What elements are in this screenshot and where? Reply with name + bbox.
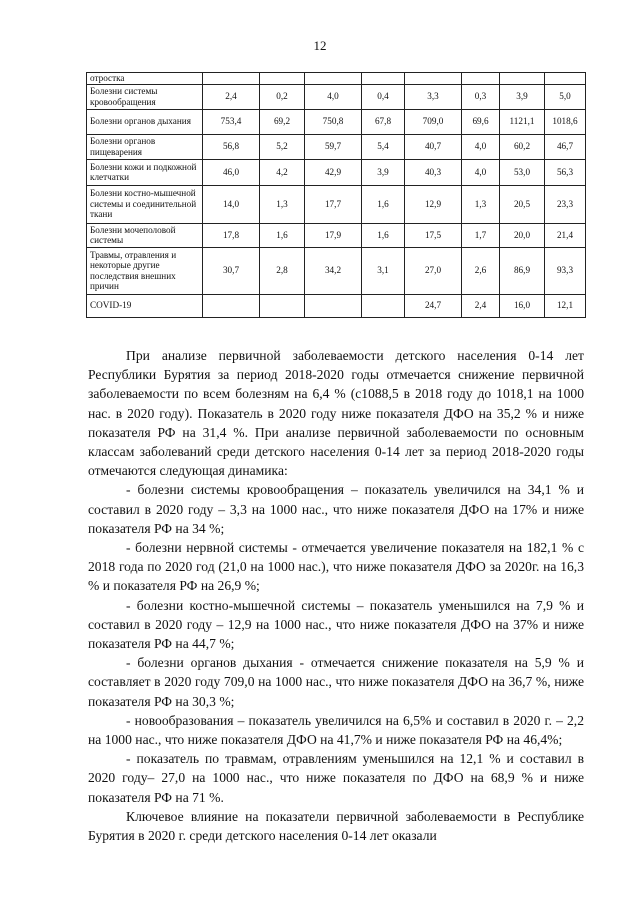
- table-cell: 27,0: [405, 247, 462, 294]
- table-cell: 750,8: [305, 109, 362, 134]
- table-cell: 60,2: [500, 134, 545, 159]
- table-body: [87, 73, 586, 318]
- table-cell: [305, 73, 362, 85]
- table-cell: 5,4: [362, 134, 405, 159]
- table-cell: [545, 73, 586, 85]
- paragraph: Ключевое влияние на показатели первичной заболеваемости в Республике Бурятия в 2020 г. среди детского населения 0-14 лет оказали: [88, 808, 584, 844]
- table-cell: 67,8: [362, 109, 405, 134]
- table-cell: 1,6: [260, 223, 305, 247]
- paragraph: При анализе первичной заболеваемости детского населения 0-14 лет Республики Бурятия за период 2018-2020 годы отмечается снижение первичной заболеваемости по всем болезням на 6,4 % (с1088,5 в 2018 году до 1018,1 на 1000 нас. в 2020 году). Показатель в 2020 году ниже показателя ДФО на 35,2 % и ниже показателя РФ на 31,4 %. При анализе первичной заболеваемости по основным классам заболеваний среди детского населения 0-14 лет за период 2018-2020 годы отмечаются следующая динамика:: [88, 348, 584, 479]
- table-cell: 17,7: [305, 185, 362, 223]
- table-cell: 30,7: [203, 247, 260, 294]
- table-cell: 2,8: [260, 247, 305, 294]
- table-cell: 14,0: [203, 185, 260, 223]
- table-cell: 1,3: [260, 185, 305, 223]
- table-cell: 42,9: [305, 159, 362, 185]
- table-cell: 12,1: [545, 294, 586, 317]
- table-cell: 0,4: [362, 84, 405, 109]
- table-cell: 56,3: [545, 159, 586, 185]
- table-cell: 16,0: [500, 294, 545, 317]
- table-cell: 0,3: [462, 84, 500, 109]
- table-cell: 46,0: [203, 159, 260, 185]
- table-cell: 4,0: [462, 134, 500, 159]
- table-row: [87, 294, 586, 317]
- row-label: Травмы, отравления и некоторые другие последствия внешних причин: [87, 247, 203, 294]
- table-cell: 3,3: [405, 84, 462, 109]
- page-number: 12: [313, 38, 327, 53]
- table-cell: 86,9: [500, 247, 545, 294]
- table-cell: 1,6: [362, 185, 405, 223]
- morbidity-table: [86, 72, 586, 318]
- table-cell: 1,7: [462, 223, 500, 247]
- table-cell: [462, 73, 500, 85]
- paragraph: - новообразования – показатель увеличился на 6,5% и составил в 2020 г. – 2,2 на 1000 нас., что ниже показателя ДФО на 41,7% и ниже показателя РФ на 46,4%;: [88, 712, 584, 748]
- table-cell: [500, 73, 545, 85]
- table-row: [87, 134, 586, 159]
- table-cell: 20,5: [500, 185, 545, 223]
- table-cell: 2,6: [462, 247, 500, 294]
- table-cell: [362, 73, 405, 85]
- table-cell: 753,4: [203, 109, 260, 134]
- table-cell: [203, 294, 260, 317]
- table-cell: 4,2: [260, 159, 305, 185]
- table-row: [87, 223, 586, 247]
- table-cell: 3,9: [362, 159, 405, 185]
- table-cell: [405, 73, 462, 85]
- paragraph: - показатель по травмам, отравлениям уменьшился на 12,1 % и составил в 2020 году– 27,0 на 1000 нас., что ниже показателя по ДФО на 68,9 % и ниже показателя РФ на 71 %.: [88, 751, 584, 805]
- table-cell: 2,4: [203, 84, 260, 109]
- table-cell: 69,2: [260, 109, 305, 134]
- table-cell: 1,6: [362, 223, 405, 247]
- table-row: [87, 247, 586, 294]
- table-cell: 12,9: [405, 185, 462, 223]
- table-cell: 0,2: [260, 84, 305, 109]
- row-label: Болезни органов пищеварения: [87, 134, 203, 159]
- table-cell: 21,4: [545, 223, 586, 247]
- table-row: [87, 84, 586, 109]
- table-cell: 46,7: [545, 134, 586, 159]
- table-cell: 5,2: [260, 134, 305, 159]
- table-cell: 17,9: [305, 223, 362, 247]
- table-cell: 17,8: [203, 223, 260, 247]
- row-label: Болезни мочеполовой системы: [87, 223, 203, 247]
- table-cell: 1121,1: [500, 109, 545, 134]
- table-cell: 1018,6: [545, 109, 586, 134]
- table-cell: 40,7: [405, 134, 462, 159]
- table-row: [87, 185, 586, 223]
- table-cell: 69,6: [462, 109, 500, 134]
- table-cell: 4,0: [462, 159, 500, 185]
- table-cell: 40,3: [405, 159, 462, 185]
- table-cell: [203, 73, 260, 85]
- table-cell: 24,7: [405, 294, 462, 317]
- table-cell: 59,7: [305, 134, 362, 159]
- table-cell: 56,8: [203, 134, 260, 159]
- row-label: Болезни системы кровообращения: [87, 84, 203, 109]
- table-cell: 53,0: [500, 159, 545, 185]
- table-cell: 3,1: [362, 247, 405, 294]
- table-cell: 709,0: [405, 109, 462, 134]
- paragraph: - болезни костно-мышечной системы – показатель уменьшился на 7,9 % и составил в 2020 году – 12,9 на 1000 нас., что ниже показателя ДФО на 37% и ниже показателя РФ на 44,7 %;: [88, 597, 584, 652]
- table-cell: 3,9: [500, 84, 545, 109]
- body-text: [88, 346, 584, 845]
- table-cell: 23,3: [545, 185, 586, 223]
- table-row: [87, 109, 586, 134]
- paragraph: - болезни органов дыхания - отмечается снижение показателя на 5,9 % и составляет в 2020 году 709,0 на 1000 нас., что ниже показателя ДФО на 36,7 %, ниже показателя РФ на 30,3 %;: [88, 655, 584, 709]
- table-cell: 2,4: [462, 294, 500, 317]
- table-cell: [260, 73, 305, 85]
- row-label: отростка: [87, 73, 203, 85]
- table-cell: 17,5: [405, 223, 462, 247]
- row-label: Болезни органов дыхания: [87, 109, 203, 134]
- table-cell: 4,0: [305, 84, 362, 109]
- table-cell: [260, 294, 305, 317]
- table-cell: 20,0: [500, 223, 545, 247]
- paragraph: - болезни системы кровообращения – показатель увеличился на 34,1 % и составил в 2020 году – 3,3 на 1000 нас., что ниже показателя ДФО на 17% и ниже показателя РФ на 34 %;: [88, 482, 584, 536]
- table-cell: 34,2: [305, 247, 362, 294]
- table-row: [87, 159, 586, 185]
- table-cell: 5,0: [545, 84, 586, 109]
- table-cell: 1,3: [462, 185, 500, 223]
- paragraph: - болезни нервной системы - отмечается увеличение показателя на 182,1 % с 2018 года по 2020 год (21,0 на 1000 нас.), что ниже показателя ДФО за 2020г. на 16,3 % и показателя РФ на 26,9 %;: [88, 540, 584, 594]
- row-label: Болезни кожи и подкожной клетчатки: [87, 159, 203, 185]
- row-label: COVID-19: [87, 294, 203, 317]
- table-cell: [305, 294, 362, 317]
- table-cell: [362, 294, 405, 317]
- row-label: Болезни костно-мышечной системы и соединительной ткани: [87, 185, 203, 223]
- table-row: [87, 73, 586, 85]
- table-cell: 93,3: [545, 247, 586, 294]
